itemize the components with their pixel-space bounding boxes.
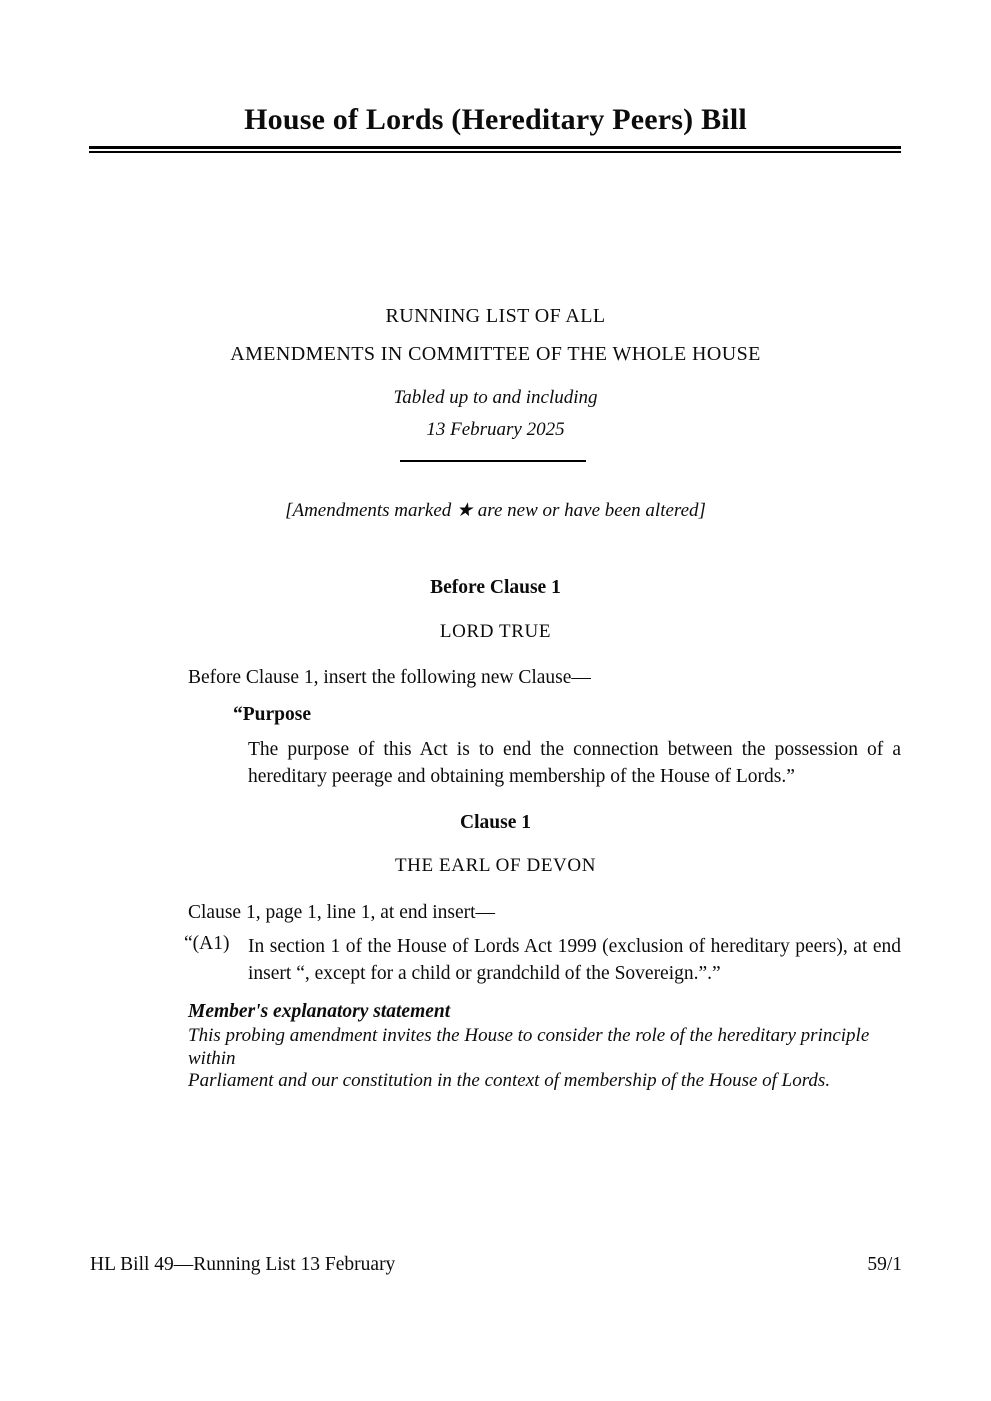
amendment-a1-line1: In section 1 of the House of Lords Act 1999 (exclusion of hereditary peers), at end: [248, 936, 901, 957]
explanatory-statement-heading: Member's explanatory statement: [188, 1001, 451, 1022]
amendment-instruction-clause-1: Clause 1, page 1, line 1, at end insert—: [188, 902, 496, 923]
amendment-instruction-before-clause-1: Before Clause 1, insert the following new Clause—: [188, 667, 591, 688]
page-title: House of Lords (Hereditary Peers) Bill: [244, 103, 747, 136]
section-heading-clause-1: Clause 1: [460, 812, 531, 833]
running-list-heading-line1: RUNNING LIST OF ALL: [385, 305, 606, 327]
running-list-heading-line2: AMENDMENTS IN COMMITTEE OF THE WHOLE HOUSE: [230, 343, 761, 365]
section-heading-before-clause-1: Before Clause 1: [430, 577, 561, 598]
new-clause-body-line2: hereditary peerage and obtaining membership of the House of Lords.”: [248, 766, 795, 787]
footer-page-number: 59/1: [867, 1254, 902, 1275]
new-clause-title-purpose: “Purpose: [233, 704, 311, 725]
mover-name-lord-true: LORD TRUE: [439, 621, 552, 642]
new-clause-body-line1: The purpose of this Act is to end the connection between the possession of a: [248, 739, 901, 760]
amendment-a1-line2: insert “, except for a child or grandchild of the Sovereign.”.”: [248, 963, 721, 984]
footer-bill-reference: HL Bill 49—Running List 13 February: [90, 1254, 396, 1275]
explanatory-statement-body: [188, 1025, 904, 1093]
title-double-rule: [89, 146, 901, 153]
new-clause-body: [248, 736, 901, 790]
explanatory-statement-line1: This probing amendment invites the House to consider the role of the hereditary principle within: [188, 1025, 870, 1069]
amendment-a1-body: [248, 933, 901, 987]
explanatory-statement-line2: Parliament and our constitution in the context of membership of the House of Lords.: [188, 1070, 831, 1091]
tabled-note: Tabled up to and including: [393, 387, 598, 408]
separator-rule: [400, 460, 586, 462]
tabled-date: 13 February 2025: [426, 419, 565, 440]
mover-name-earl-of-devon: THE EARL OF DEVON: [394, 855, 597, 876]
amendment-a1-label: “(A1): [184, 933, 230, 954]
page-footer: [90, 1254, 902, 1276]
amendments-marked-note: [Amendments marked ★ are new or have been altered]: [285, 500, 706, 521]
